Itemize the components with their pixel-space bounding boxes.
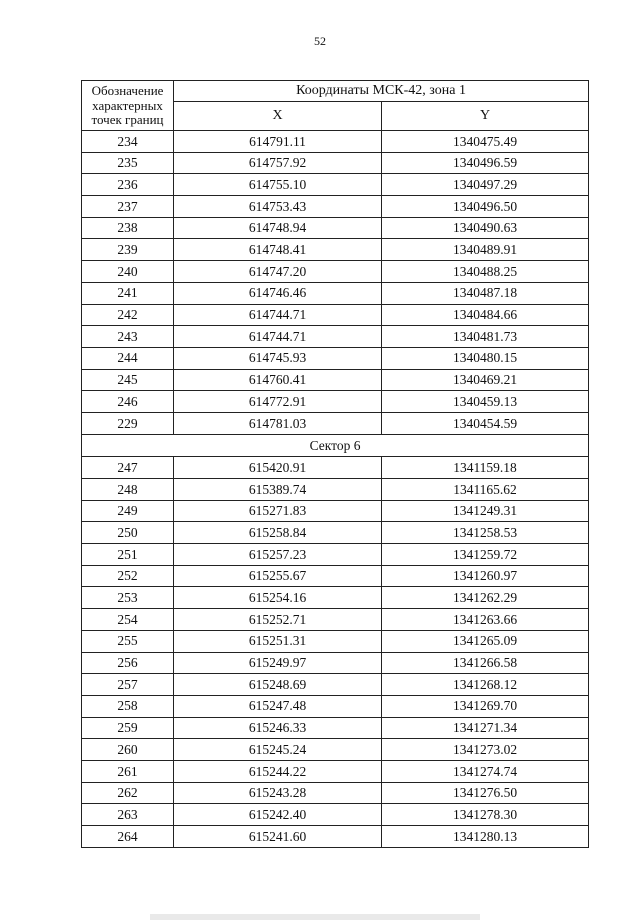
y-cell: 1340454.59 — [382, 412, 589, 434]
table-row — [82, 804, 589, 826]
table-row — [82, 739, 589, 761]
point-cell: 244 — [82, 347, 174, 369]
y-cell: 1341249.31 — [382, 500, 589, 522]
table-row — [82, 544, 589, 566]
table-row — [82, 479, 589, 501]
point-cell: 238 — [82, 217, 174, 239]
coordinates-header: Координаты МСК-42, зона 1 — [174, 81, 589, 102]
x-cell: 615241.60 — [174, 826, 382, 848]
table-row — [82, 587, 589, 609]
y-cell: 1341276.50 — [382, 782, 589, 804]
point-cell: 257 — [82, 674, 174, 696]
point-cell: 251 — [82, 544, 174, 566]
y-cell: 1341262.29 — [382, 587, 589, 609]
y-cell: 1341263.66 — [382, 609, 589, 631]
x-cell: 614748.41 — [174, 239, 382, 261]
y-cell: 1340496.59 — [382, 152, 589, 174]
x-cell: 614748.94 — [174, 217, 382, 239]
y-cell: 1341165.62 — [382, 479, 589, 501]
table-row — [82, 239, 589, 261]
x-cell: 615245.24 — [174, 739, 382, 761]
x-cell: 614791.11 — [174, 131, 382, 153]
x-cell: 615255.67 — [174, 565, 382, 587]
point-cell: 254 — [82, 609, 174, 631]
point-cell: 249 — [82, 500, 174, 522]
table-row — [82, 391, 589, 413]
x-column-header: X — [174, 102, 382, 131]
table-row — [82, 196, 589, 218]
y-cell: 1341159.18 — [382, 457, 589, 479]
y-cell: 1340481.73 — [382, 326, 589, 348]
y-cell: 1341274.74 — [382, 760, 589, 782]
x-cell: 615420.91 — [174, 457, 382, 479]
y-cell: 1340480.15 — [382, 347, 589, 369]
table-body — [82, 131, 589, 848]
table-row — [82, 261, 589, 283]
point-cell: 242 — [82, 304, 174, 326]
x-cell: 615258.84 — [174, 522, 382, 544]
table-row — [82, 674, 589, 696]
x-cell: 615257.23 — [174, 544, 382, 566]
table-row — [82, 174, 589, 196]
sector-row — [82, 434, 589, 457]
x-cell: 614745.93 — [174, 347, 382, 369]
table-row — [82, 630, 589, 652]
y-cell: 1340497.29 — [382, 174, 589, 196]
x-cell: 615271.83 — [174, 500, 382, 522]
point-cell: 259 — [82, 717, 174, 739]
table-row — [82, 326, 589, 348]
table-row — [82, 347, 589, 369]
y-cell: 1341269.70 — [382, 695, 589, 717]
point-cell: 250 — [82, 522, 174, 544]
x-cell: 614746.46 — [174, 282, 382, 304]
point-cell: 241 — [82, 282, 174, 304]
table-row — [82, 522, 589, 544]
y-cell: 1340484.66 — [382, 304, 589, 326]
x-cell: 614757.92 — [174, 152, 382, 174]
x-cell: 614747.20 — [174, 261, 382, 283]
x-cell: 615389.74 — [174, 479, 382, 501]
y-cell: 1341260.97 — [382, 565, 589, 587]
x-cell: 615242.40 — [174, 804, 382, 826]
point-cell: 261 — [82, 760, 174, 782]
y-cell: 1341265.09 — [382, 630, 589, 652]
point-cell: 262 — [82, 782, 174, 804]
point-designation-header: Обозначение характерных точек границ — [82, 81, 174, 131]
table-header — [82, 81, 589, 131]
y-cell: 1340487.18 — [382, 282, 589, 304]
y-cell: 1341273.02 — [382, 739, 589, 761]
x-cell: 614781.03 — [174, 412, 382, 434]
table-row — [82, 282, 589, 304]
x-cell: 615243.28 — [174, 782, 382, 804]
boundary-points-table — [81, 80, 589, 848]
table-row — [82, 500, 589, 522]
x-cell: 615248.69 — [174, 674, 382, 696]
point-cell: 252 — [82, 565, 174, 587]
x-cell: 614744.71 — [174, 304, 382, 326]
point-cell: 239 — [82, 239, 174, 261]
table-row — [82, 826, 589, 848]
table-row — [82, 609, 589, 631]
y-cell: 1341278.30 — [382, 804, 589, 826]
point-cell: 260 — [82, 739, 174, 761]
y-cell: 1341280.13 — [382, 826, 589, 848]
y-cell: 1340469.21 — [382, 369, 589, 391]
table-row — [82, 457, 589, 479]
table-row — [82, 717, 589, 739]
point-cell: 255 — [82, 630, 174, 652]
page-number: 52 — [314, 34, 326, 48]
y-cell: 1340488.25 — [382, 261, 589, 283]
table-row — [82, 304, 589, 326]
y-cell: 1340489.91 — [382, 239, 589, 261]
x-cell: 615254.16 — [174, 587, 382, 609]
x-cell: 614772.91 — [174, 391, 382, 413]
y-cell: 1341271.34 — [382, 717, 589, 739]
table-row — [82, 412, 589, 434]
point-cell: 240 — [82, 261, 174, 283]
x-cell: 615247.48 — [174, 695, 382, 717]
point-cell: 245 — [82, 369, 174, 391]
point-cell: 235 — [82, 152, 174, 174]
point-cell: 264 — [82, 826, 174, 848]
x-cell: 614744.71 — [174, 326, 382, 348]
table-row — [82, 217, 589, 239]
point-cell: 229 — [82, 412, 174, 434]
point-cell: 247 — [82, 457, 174, 479]
x-cell: 614753.43 — [174, 196, 382, 218]
x-cell: 615246.33 — [174, 717, 382, 739]
y-cell: 1341266.58 — [382, 652, 589, 674]
sector-label: Сектор 6 — [82, 434, 589, 457]
y-cell: 1341268.12 — [382, 674, 589, 696]
point-cell: 243 — [82, 326, 174, 348]
table-row — [82, 131, 589, 153]
y-cell: 1340475.49 — [382, 131, 589, 153]
point-cell: 237 — [82, 196, 174, 218]
table-row — [82, 369, 589, 391]
x-cell: 615251.31 — [174, 630, 382, 652]
table-row — [82, 782, 589, 804]
point-cell: 246 — [82, 391, 174, 413]
x-cell: 614760.41 — [174, 369, 382, 391]
y-cell: 1341258.53 — [382, 522, 589, 544]
y-cell: 1340490.63 — [382, 217, 589, 239]
x-cell: 614755.10 — [174, 174, 382, 196]
scan-edge-shadow — [150, 914, 480, 920]
point-cell: 234 — [82, 131, 174, 153]
x-cell: 615252.71 — [174, 609, 382, 631]
table-row — [82, 152, 589, 174]
point-cell: 236 — [82, 174, 174, 196]
table-row — [82, 760, 589, 782]
table-row — [82, 652, 589, 674]
y-cell: 1340459.13 — [382, 391, 589, 413]
point-cell: 256 — [82, 652, 174, 674]
x-cell: 615249.97 — [174, 652, 382, 674]
point-cell: 248 — [82, 479, 174, 501]
table-row — [82, 565, 589, 587]
point-cell: 263 — [82, 804, 174, 826]
point-cell: 258 — [82, 695, 174, 717]
point-cell: 253 — [82, 587, 174, 609]
y-cell: 1340496.50 — [382, 196, 589, 218]
x-cell: 615244.22 — [174, 760, 382, 782]
y-cell: 1341259.72 — [382, 544, 589, 566]
y-column-header: Y — [382, 102, 589, 131]
table-row — [82, 695, 589, 717]
